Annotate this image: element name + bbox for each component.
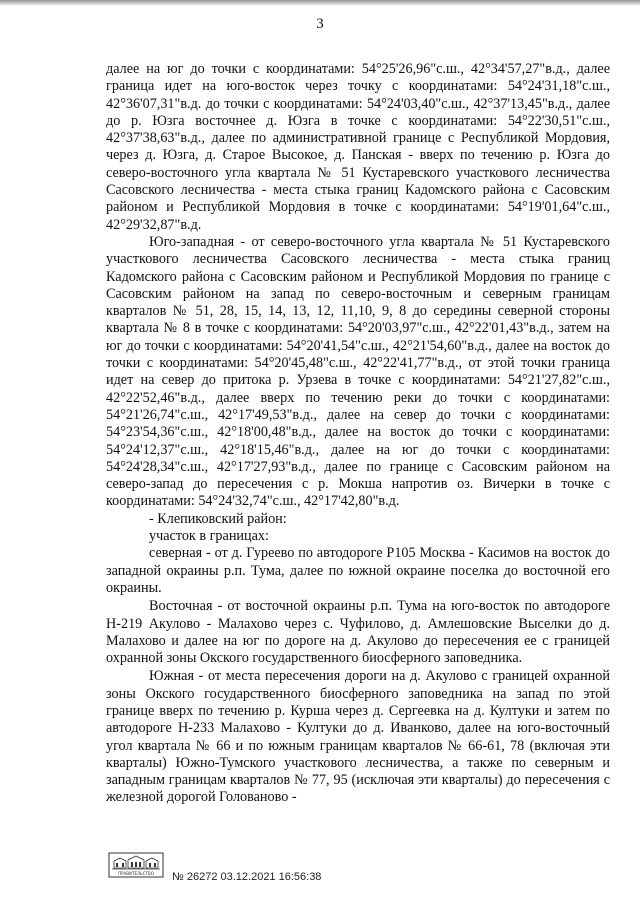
paragraph-north-border: северная - от д. Гуреево по автодороге Р105 Москва - Касимов на восток до западной окраины р.п. Тума, далее по южной окраине поселка до восточной его окраины. — [106, 545, 610, 596]
paragraph-east-border: Восточная - от восточной окраины р.п. Тума на юго-восток по автодороге Н-219 Акулово - Малахово через с. Чуфилово, д. Амлешовские Выселки до д. Малахово и далее на юг по дороге на д. Акулово до пересечения ее с границей охранной зоны Окского государственного биосферного заповедника. — [106, 598, 610, 667]
stamp-label: ПРАВИТЕЛЬСТВО — [118, 871, 154, 876]
paragraph-south-border: Южная - от места пересечения дороги на д. Акулово с границей охранной зоны Окского государственного биосферного заповедника на запад по этой границе вверх по течению р. Курша через д. Сергеевка на д. Култуки и затем по автодороге Н-233 Малахово - Култуки до д. Иванково, далее на юго-восточный угол квартала № 66 и по южным границам кварталов № 66-61, 78 (включая эти кварталы) Южно-Тумского участкового лесничества, а также по северным и западным границам кварталов № 77, 95 (исключая эти кварталы) до пересечения с железной дорогой Голованово - — [106, 668, 610, 806]
paragraph-southwest-border: Юго-западная - от северо-восточного угла квартала № 51 Кустаревского участкового лесничества Сасовского лесничества - места стыка границ Кадомского района с Сасовским районом и Республикой Мордовия по границе с Сасовским районом на запад по северо-восточным и северным границам кварталов № 51, 28, 15, 14, 13, 12, 11,10, 9, 8 до середины северной стороны квартала № 8 в точке с координатами: 54°20'03,97"с.ш., 42°22'01,43"в.д., затем на юг до точки с координатами: 54°20'41,54"с.ш., 42°21'54,60"в.д., далее на восток до точки с координатами: 54°20'45,48"с.ш., 42°22'41,77"в.д., от этой точки граница идет на север до притока р. Урзева в точке с координатами: 54°21'27,82"с.ш., 42°22'52,46"в.д., далее вверх по течению реки до точки с координатами: 54°21'26,74"с.ш., 42°17'49,53"в.д., далее на север до точки с координатами: 54°23'54,36"с.ш., 42°18'00,48"в.д., далее на восток до точки с координатами: 54°24'12,37"с.ш., 42°18'15,46"в.д., далее на юг до точки с координатами: 54°24'28,34"с.ш., 42°17'27,93"в.д., далее по границе с Сасовским районом на северо-запад до пересечения с р. Мокша напротив оз. Вичерки в точке с координатами: 54°24'32,74"с.ш., 42°17'42,80"в.д. — [106, 233, 610, 510]
scan-edge-shadow — [0, 0, 640, 6]
document-body — [106, 61, 610, 807]
paragraph-continuation: далее на юг до точки с координатами: 54°25'26,96"с.ш., 42°34'57,27"в.д., далее граница идет на юго-восток через точку с координатами: 54°24'31,18"с.ш., 42°36'07,31"в.д. до точки с координатами: 54°24'03,40"с.ш., 42°37'13,45"в.д., далее до р. Юзга восточнее д. Юзга в точке с координатами: 54°22'30,51"с.ш., 42°37'38,63"в.д., далее по административной границе с Республикой Мордовия, через д. Юзга, д. Старое Высокое, д. Панская - вверх по течению р. Юзга до северо-восточного угла квартала № 51 Кустаревского участкового лесничества Сасовского лесничества - места стыка границ Кадомского района с Сасовским районом и Республикой Мордовия в точке с координатами: 54°19'01,64"с.ш., 42°29'32,87"в.д. — [106, 61, 610, 233]
paragraph-district-heading: - Клепиковский район: — [149, 510, 287, 527]
paragraph-section-heading: участок в границах: — [149, 528, 269, 545]
government-stamp-icon — [108, 852, 164, 878]
page-number: 3 — [316, 16, 324, 32]
document-registration-info: № 26272 03.12.2021 16:56:38 — [172, 871, 322, 883]
